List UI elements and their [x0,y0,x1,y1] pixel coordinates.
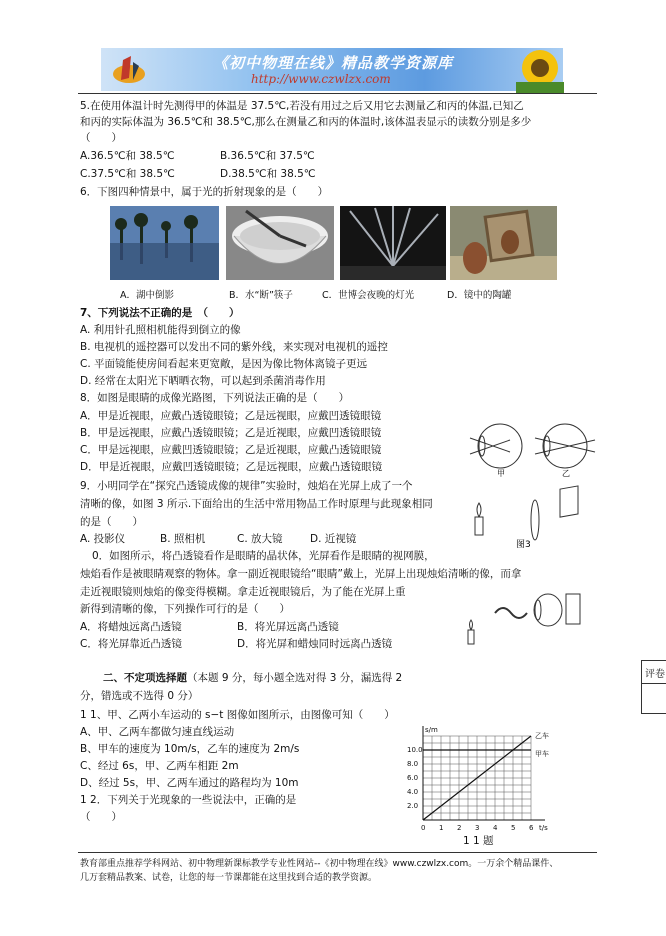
q11-stem: 1 1、甲、乙两小车运动的 s−t 图像如图所示，由图像可知（ ） [80,709,395,721]
q9-option-d: D. 近视镜 [310,533,357,545]
q12-line1: 1 2．下列关于光现象的一些说法中，正确的是 [80,794,297,806]
eye-label-jia: 甲 [497,469,505,478]
q7-option-d: D. 经常在太阳光下晒晒衣物，可以起到杀菌消毒作用 [80,375,326,387]
q6-caption-d: D．镜中的陶罐 [447,290,512,301]
q7-option-b: B. 电视机的遥控器可以发出不同的紫外线，来实现对电视机的遥控 [80,341,388,353]
q9-line3: 的是（ ） [80,516,143,528]
q7-option-a: A. 利用针孔照相机能得到倒立的像 [80,324,241,336]
x-tick-label: 6 [529,824,534,832]
q5-option-d: D.38.5℃和 38.5℃ [220,168,316,180]
q6-caption-b: B．水“断”筷子 [229,290,293,301]
x-axis-label: t/s [539,824,548,832]
q9-option-a: A. 投影仪 [80,533,126,545]
x-tick-label: 4 [493,824,498,832]
expo-night-lights-photo [340,206,446,280]
header-rule [78,93,597,94]
y-axis-label: s/m [425,726,438,734]
chopsticks-bowl-photo [226,206,334,280]
q5-line3: （ ） [80,132,122,144]
x-tick-label: 2 [457,824,462,832]
q9-line1: 9．小明同学在“探究凸透镜成像的规律”实验时，烛焰在光屏上成了一个 [80,480,413,492]
grader-box-divider [642,683,666,684]
q5-option-a: A.36.5℃和 38.5℃ [80,150,175,162]
q9-line2: 清晰的像，如图 3 所示.下面给出的生活中常用物品工作时原理与此现象相同 [80,498,433,510]
q8-option-c: C．甲是远视眼，应戴凹透镜眼镜；乙是近视眼，应戴凸透镜眼镜 [80,444,382,456]
x-tick-label: 5 [511,824,516,832]
q8-option-b: B．甲是远视眼，应戴凸透镜眼镜；乙是近视眼，应戴凹透镜眼镜 [80,427,382,439]
lake-reflection-photo [110,206,219,280]
x-tick-label: 3 [475,824,480,832]
q7-stem: 7、下列说法不正确的是 （ ） [80,307,240,319]
q10-line1: 0．如图所示，将凸透镜看作是眼睛的晶状体，光屏看作是眼睛的视网膜， [92,550,435,562]
sunflower-icon [516,44,564,94]
lens-experiment-figure [470,495,590,553]
q5-line2: 和丙的实际体温为 36.5℃和 38.5℃,那么在测量乙和丙的体温时,该体温表显示的读数分别是多少 [80,116,532,128]
q12-line2: （ ） [80,811,122,823]
x-tick-label: 0 [421,824,426,832]
fig3-label: 图3 [516,540,531,550]
q10-option-c: C．将光屏靠近凸透镜 [80,638,182,650]
q11-option-c: C、经过 6s，甲、乙两车相距 2m [80,760,239,772]
st-graph-chart [395,720,575,845]
q11-option-d: D、经过 5s，甲、乙两车通过的路程均为 10m [80,777,299,789]
banner-url[interactable]: http://www.czwlzx.com [251,72,391,86]
section2-scoring: （本题 9 分，每小题全选对得 3 分，漏选得 2 [187,672,403,684]
grader-label: 评卷 [645,669,665,680]
q7-option-c: C. 平面镜能使房间看起来更宽敞，是因为像比物体离镜子更远 [80,358,368,370]
q6-caption-c: C．世博会夜晚的灯光 [322,290,415,301]
y-tick-label: 2.0 [407,802,419,810]
q8-stem: 8．如图是眼睛的成像光路图，下列说法正确的是（ ） [80,392,350,404]
q10-option-d: D．将光屏和蜡烛同时远离凸透镜 [237,638,393,650]
x-tick-label: 1 [439,824,444,832]
footer-line1: 教育部重点推荐学科网站、初中物理新课标教学专业性网站--《初中物理在线》www.czwlzx.com。一万余个精品课件、 [80,859,559,869]
eye-label-yi: 乙 [562,469,570,478]
q11-option-b: B、甲车的速度为 10m/s，乙车的速度为 2m/s [80,743,300,755]
section2-line2: 分，错选或不选得 0 分） [80,690,199,702]
banner-title: 《初中物理在线》精品教学资源库 [213,54,454,72]
q11-figure-label: 1 1 题 [463,835,494,847]
q5-option-c: C.37.5℃和 38.5℃ [80,168,175,180]
footer-line2: 几万套精品教案、试卷，让您的每一节课都能在这里找到合适的教学资源。 [80,873,378,883]
q5-line1: 5.在使用体温计时先测得甲的体温是 37.5℃,若没有用过之后又用它去测量乙和丙的体温,已知乙 [80,100,524,112]
q8-option-d: D．甲是近视眼，应戴凹透镜眼镜；乙是远视眼，应戴凸透镜眼镜 [80,461,383,473]
section2-heading: 二、不定项选择题 [103,672,187,684]
y-tick-label: 4.0 [407,788,419,796]
series-label: 乙车 [535,732,549,740]
q10-line3: 走近视眼镜则烛焰的像变得模糊。拿走近视眼镜后，为了能在光屏上重 [80,586,406,598]
q10-option-b: B．将光屏远离凸透镜 [237,621,339,633]
q10-line2: 烛焰看作是被眼睛观察的物体。拿一副近视眼镜给“眼睛”戴上，光屏上出现烛焰清晰的像，而拿 [80,568,522,580]
y-tick-label: 6.0 [407,774,419,782]
q6-stem: 6．下图四种情景中，属于光的折射现象的是（ ） [80,186,329,198]
q6-caption-a: A．湖中倒影 [120,290,174,301]
q8-option-a: A．甲是近视眼，应戴凸透镜眼镜；乙是远视眼，应戴凹透镜眼镜 [80,410,382,422]
grader-box [641,660,666,714]
q11-option-a: A、甲、乙两车都做匀速直线运动 [80,726,235,738]
series-label: 甲车 [535,750,549,758]
y-tick-label: 8.0 [407,760,419,768]
y-tick-label: 10.0 [407,746,423,754]
footer-rule [78,852,597,853]
header-banner [101,48,563,91]
mirror-pot-photo [450,206,557,280]
q9-option-b: B. 照相机 [160,533,206,545]
eye-diagram [470,418,595,478]
q10-line4: 新得到清晰的像，下列操作可行的是（ ） [80,603,290,615]
q5-option-b: B.36.5℃和 37.5℃ [220,150,315,162]
section2-line1 [103,670,402,686]
eye-model-figure [460,588,595,650]
logo-icon [109,52,149,88]
q9-option-c: C. 放大镜 [237,533,283,545]
q10-option-a: A．将蜡烛远离凸透镜 [80,621,182,633]
